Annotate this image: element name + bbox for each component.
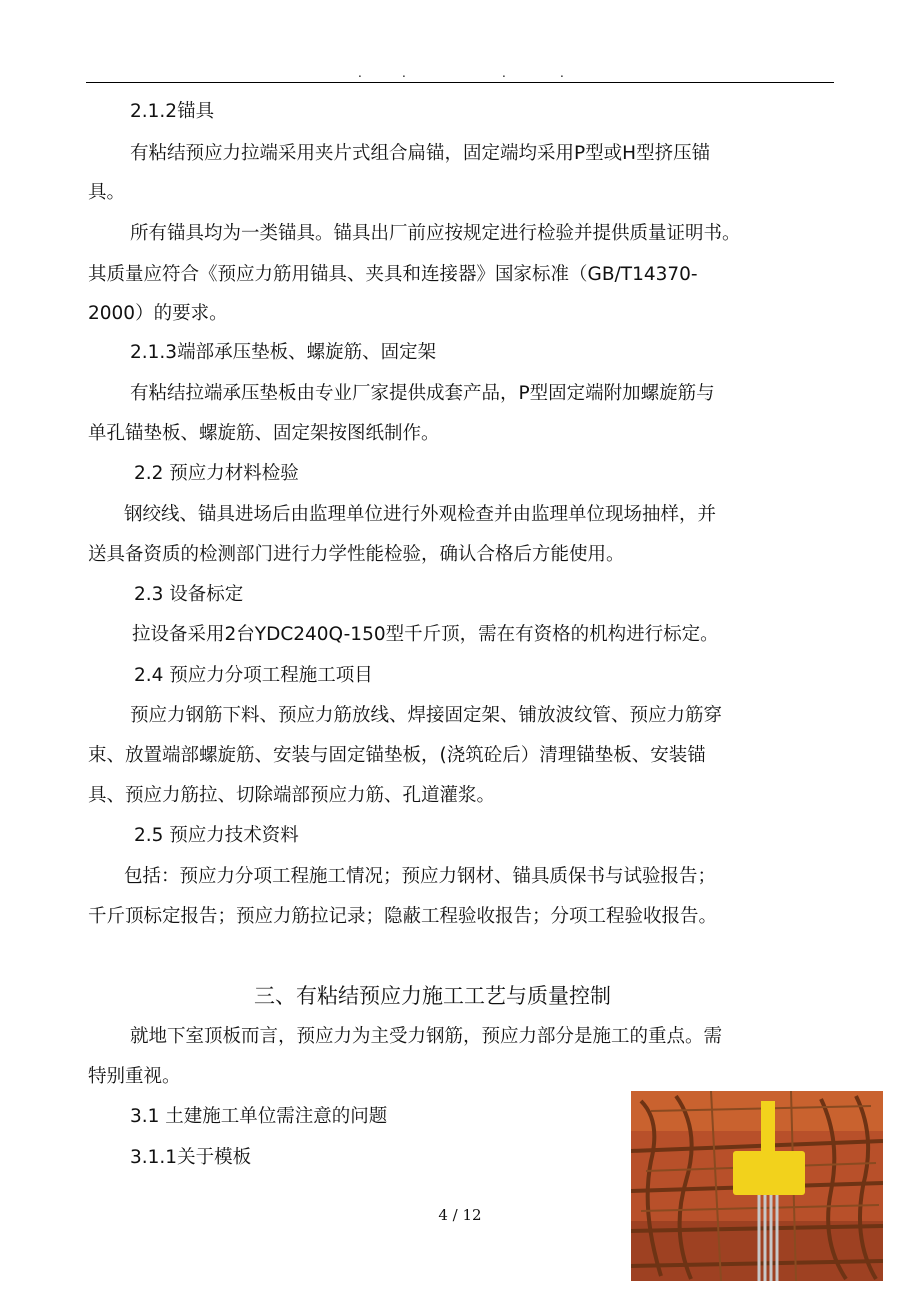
section-heading-3-1-1: 3.1.1关于模板 xyxy=(130,1147,252,1168)
paragraph-line: 束、放置端部螺旋筋、安装与固定锚垫板，(浇筑砼后）清理锚垫板、安装锚 xyxy=(88,745,706,766)
header-dot: . xyxy=(402,66,406,80)
paragraph-line: 有粘结拉端承压垫板由专业厂家提供成套产品，P型固定端附加螺旋筋与 xyxy=(130,383,715,404)
paragraph-line: 拉设备采用2台YDC240Q-150型千斤顶，需在有资格的机构进行标定。 xyxy=(132,624,719,645)
section-heading-3-1: 3.1 土建施工单位需注意的问题 xyxy=(130,1106,388,1127)
paragraph-line: 预应力钢筋下料、预应力筋放线、焊接固定架、铺放波纹管、预应力筋穿 xyxy=(130,705,723,726)
paragraph-line: 包括：预应力分项工程施工情况；预应力钢材、锚具质保书与试验报告； xyxy=(124,866,717,887)
paragraph-line: 特别重视。 xyxy=(88,1066,181,1087)
section-heading-2-1-3: 2.1.3端部承压垫板、螺旋筋、固定架 xyxy=(130,342,437,363)
anchor-photo-image xyxy=(631,1091,883,1281)
paragraph-line: 千斤顶标定报告；预应力筋拉记录；隐蔽工程验收报告；分项工程验收报告。 xyxy=(88,906,718,927)
paragraph-line: 具、预应力筋拉、切除端部预应力筋、孔道灌浆。 xyxy=(88,785,496,806)
paragraph-line: 钢绞线、锚具进场后由监理单位进行外观检查并由监理单位现场抽样，并 xyxy=(124,504,717,525)
header-dot: . xyxy=(560,66,564,80)
paragraph-line: 送具备资质的检测部门进行力学性能检验，确认合格后方能使用。 xyxy=(88,544,625,565)
header-rule xyxy=(86,82,834,83)
paragraph-line: 具。 xyxy=(88,182,126,203)
page-number: 4 / 12 xyxy=(438,1206,482,1224)
anchor-photo xyxy=(631,1091,883,1281)
paragraph-line: 有粘结预应力拉端采用夹片式组合扁锚，固定端均采用P型或H型挤压锚 xyxy=(130,143,711,164)
header-dot: . xyxy=(358,66,362,80)
paragraph-line: 单孔锚垫板、螺旋筋、固定架按图纸制作。 xyxy=(88,423,440,444)
paragraph-line: 就地下室顶板而言，预应力为主受力钢筋，预应力部分是施工的重点。需 xyxy=(130,1026,723,1047)
section-heading-2-5: 2.5 预应力技术资料 xyxy=(134,825,299,846)
paragraph-line: 2000）的要求。 xyxy=(88,303,228,324)
section-heading-2-1-2: 2.1.2锚具 xyxy=(130,101,215,122)
section-heading-2-2: 2.2 预应力材料检验 xyxy=(134,463,299,484)
section-heading-2-3: 2.3 设备标定 xyxy=(134,584,244,605)
paragraph-line: 所有锚具均为一类锚具。锚具出厂前应按规定进行检验并提供质量证明书。 xyxy=(130,223,741,244)
paragraph-line: 其质量应符合《预应力筋用锚具、夹具和连接器》国家标准（GB/T14370- xyxy=(88,264,698,285)
chapter-title: 三、有粘结预应力施工工艺与质量控制 xyxy=(254,984,611,1008)
header-dot: . xyxy=(502,66,506,80)
section-heading-2-4: 2.4 预应力分项工程施工项目 xyxy=(134,665,373,686)
